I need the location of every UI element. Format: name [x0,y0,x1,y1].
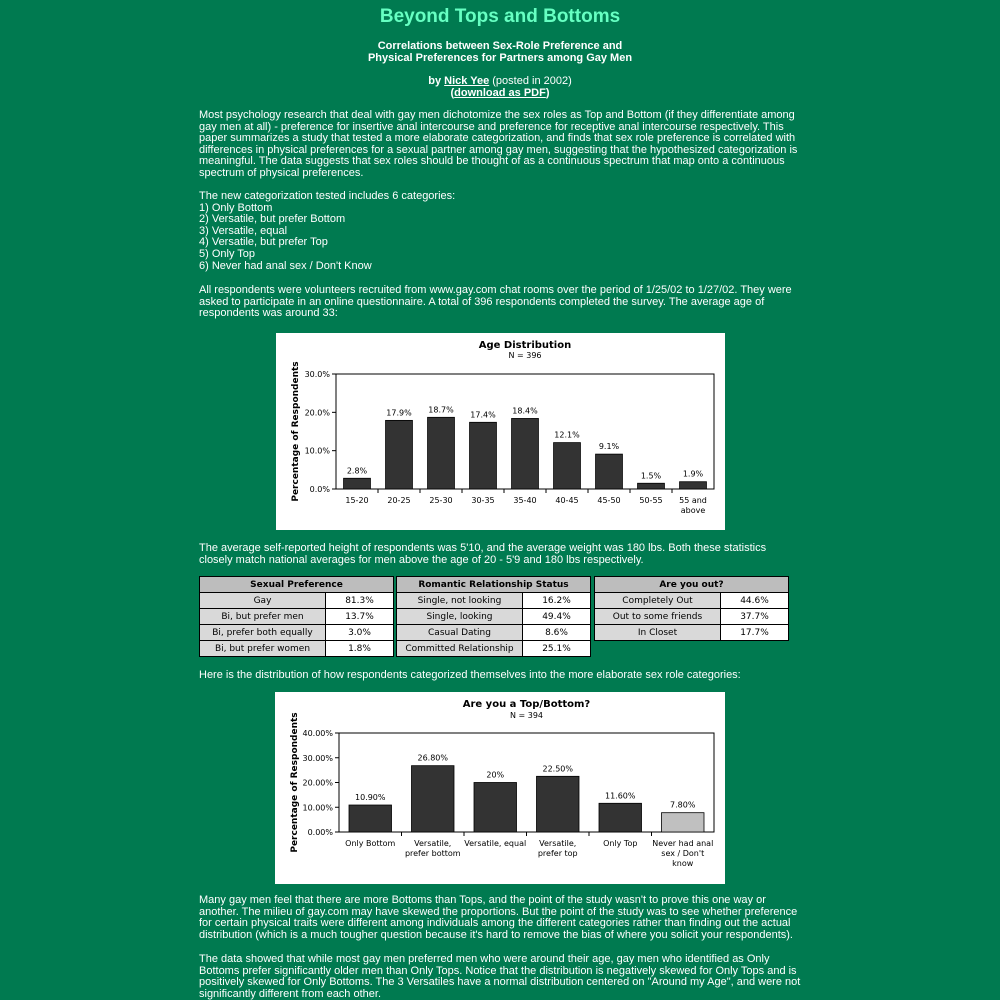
download-pdf-link[interactable]: download as PDF [454,87,546,99]
y-tick-label: 40.00% [302,729,333,738]
row-label: Casual Dating [397,625,523,641]
row-value: 16.2% [523,593,591,609]
x-tick-label: 50-55 [639,496,663,505]
x-tick-label: 25-30 [429,496,453,505]
x-tick-label: 55 and [679,496,707,505]
distribution-paragraph: Here is the distribution of how respondents categorized themselves into the more elaborate sex role categories: [199,669,741,681]
bar-value-label: 7.80% [670,800,696,810]
row-label: Single, not looking [397,593,523,609]
subtitle-line-2: Physical Preferences for Partners among Gay Men [367,52,633,64]
bar [537,776,580,832]
row-value: 49.4% [523,609,591,625]
row-label: Completely Out [595,593,721,609]
bar [512,418,539,489]
x-tick-label: Versatile, [539,839,577,848]
bar-value-label: 18.7% [428,405,454,415]
row-label: Bi, but prefer men [200,609,326,625]
table-row [200,641,394,657]
row-label: Gay [200,593,326,609]
bar-value-label: 18.4% [512,406,538,416]
row-label: Bi, prefer both equally [200,625,326,641]
bar [344,478,371,489]
by-label: by [428,75,442,87]
x-tick-label: prefer bottom [404,849,461,858]
table-row [397,641,591,657]
table-row [397,593,591,609]
chart-title: Age Distribution [478,340,572,351]
bar-value-label: 12.1% [554,430,580,440]
row-value: 8.6% [523,625,591,641]
x-tick-label: 40-45 [555,496,579,505]
row-value: 13.7% [326,609,394,625]
intro-paragraph: Most psychology research that deal with gay men dichotomize the sex roles as Top and Bottom (if they differentiate among gay men at all) - preference for insertive anal intercourse and preference for receptive anal intercourse respectively. This paper summarizes a study that tested a more elaborate categorization, and finds that sex role preference is correlated with differences in physical preferences for a sexual partner among gay men, suggesting that the hypothesized categorization is meaningful. The data suggests that sex roles should be thought of as a continuous spectrum that map onto a continuous spectrum of physical preferences. [199,109,798,179]
sexual-preference-table [199,576,394,657]
pdf-open-paren: ( [450,87,455,99]
x-tick-label: Versatile, [414,839,452,848]
chart-title: Are you a Top/Bottom? [462,699,591,710]
row-label: Bi, but prefer women [200,641,326,657]
categories-intro: The new categorization tested includes 6 categories: [199,190,456,202]
row-value: 17.7% [721,625,789,641]
y-tick-label: 0.0% [309,485,330,494]
x-tick-label: Only Top [603,839,638,848]
table-row [595,609,789,625]
respondents-paragraph: All respondents were volunteers recruited from www.gay.com chat rooms over the period of 1/25/02 to 1/27/02. They were asked to participate in an online questionnaire. A total of 396 respondents completed the survey. The average age of respondents was around 33: [199,284,792,320]
table-row [200,593,394,609]
table-row [397,609,591,625]
byline [0,75,1000,99]
bar-value-label: 22.50% [542,764,574,774]
y-tick-label: 10.00% [302,803,333,813]
row-label: Single, looking [397,609,523,625]
bar [599,803,642,832]
age-distribution-svg [276,333,725,530]
x-tick-label: prefer top [537,849,578,858]
plot-area [339,733,714,832]
x-tick-label: 35-40 [513,496,537,505]
gaycom-paragraph: Many gay men feel that there are more Bottoms than Tops, and the point of the study wasn't to prove this one way or another. The milieu of gay.com may have skewed the proportions. But the point of the study was to see whether preference for certain physical traits were different among individuals among the different categories rather than finding out the actual distribution (which is a much tougher question because it's hard to remove the bias of where you solicit your respondents). [199,894,798,941]
page-subtitle [0,40,1000,64]
y-axis-label: Percentage of Respondents [290,712,300,853]
posted-date: (posted in 2002) [492,75,572,87]
bar [680,482,707,489]
table-row [595,625,789,641]
height-weight-paragraph: The average self-reported height of respondents was 5'10, and the average weight was 180 lbs. Both these statistics closely match national averages for men above the age of 20 - 5'9 and 180 lbs respectively. [199,542,767,566]
row-label: Out to some friends [595,609,721,625]
table-row [200,609,394,625]
x-tick-label: 15-20 [345,496,369,505]
bar-value-label: 17.9% [386,408,412,418]
top-bottom-svg [275,692,725,884]
bar [349,805,392,832]
row-value: 44.6% [721,593,789,609]
table-title: Romantic Relationship Status [397,577,591,593]
category-item: 6) Never had anal sex / Don't Know [199,259,372,272]
category-item: 5) Only Top [199,247,256,260]
are-you-out-table [594,576,789,641]
category-item: 1) Only Bottom [199,201,273,214]
pdf-close-paren: ) [545,87,550,99]
bar [638,483,665,489]
bar-value-label: 26.80% [417,753,449,763]
table-title: Are you out? [595,577,789,593]
bar-value-label: 9.1% [598,442,620,452]
table-row [397,625,591,641]
category-item: 3) Versatile, equal [199,224,288,237]
x-tick-label: 45-50 [597,496,621,505]
top-bottom-chart [275,692,725,884]
chart-subtitle: N = 394 [509,711,544,720]
y-tick-label: 10.0% [304,446,330,456]
row-value: 3.0% [326,625,394,641]
bar-value-label: 10.90% [354,793,386,803]
row-value: 37.7% [721,609,789,625]
category-item: 2) Versatile, but prefer Bottom [199,213,346,226]
bar-value-label: 1.9% [682,469,704,479]
row-label: Committed Relationship [397,641,523,657]
bar [474,783,517,833]
age-distribution-chart [276,333,725,530]
y-tick-label: 20.0% [304,408,330,418]
bar-value-label: 17.4% [470,410,496,420]
table-row [200,625,394,641]
y-tick-label: 30.0% [304,370,330,379]
x-tick-label: sex / Don't [661,849,705,858]
bar [596,454,623,489]
category-item: 4) Versatile, but prefer Top [199,236,328,249]
x-tick-label: Never had anal [652,839,714,848]
bar [386,420,413,489]
author-link[interactable]: Nick Yee [444,75,490,87]
bar [412,766,455,832]
row-label: In Closet [595,625,721,641]
row-value: 81.3% [326,593,394,609]
relationship-status-table [396,576,591,657]
categories-block [199,191,801,272]
bar [428,417,455,489]
x-tick-label: know [672,859,694,868]
bar [554,443,581,489]
table-title: Sexual Preference [200,577,394,593]
bar-value-label: 2.8% [346,466,368,476]
y-tick-label: 30.00% [302,753,333,763]
x-tick-label: Only Bottom [345,839,396,848]
y-axis-label: Percentage of Respondents [291,361,301,502]
row-value: 1.8% [326,641,394,657]
y-tick-label: 20.00% [302,778,333,788]
bar-value-label: 1.5% [640,471,662,481]
bar [470,422,497,489]
subtitle-line-1: Correlations between Sex-Role Preference and [377,40,623,52]
page-title: Beyond Tops and Bottoms [379,6,621,27]
x-tick-label: 30-35 [471,496,495,505]
table-row [595,593,789,609]
y-tick-label: 0.00% [307,828,333,837]
bar-value-label: 11.60% [604,791,636,801]
data-findings-paragraph: The data showed that while most gay men preferred men who were around their age, gay men who identified as Only Bottoms prefer significantly older men than Only Tops. Notice that the distribution is negatively skewed for Only Tops and is positively skewed for Only Bottoms. The 3 Versatiles have a normal distribution centered on "Around my Age", and were not significantly different from each other. [199,953,801,1000]
row-value: 25.1% [523,641,591,657]
bar [662,813,705,832]
x-tick-label: 20-25 [387,496,411,505]
chart-subtitle: N = 396 [508,351,542,360]
x-tick-label: above [680,506,706,515]
x-tick-label: Versatile, equal [464,839,527,848]
bar-value-label: 20% [486,770,505,780]
